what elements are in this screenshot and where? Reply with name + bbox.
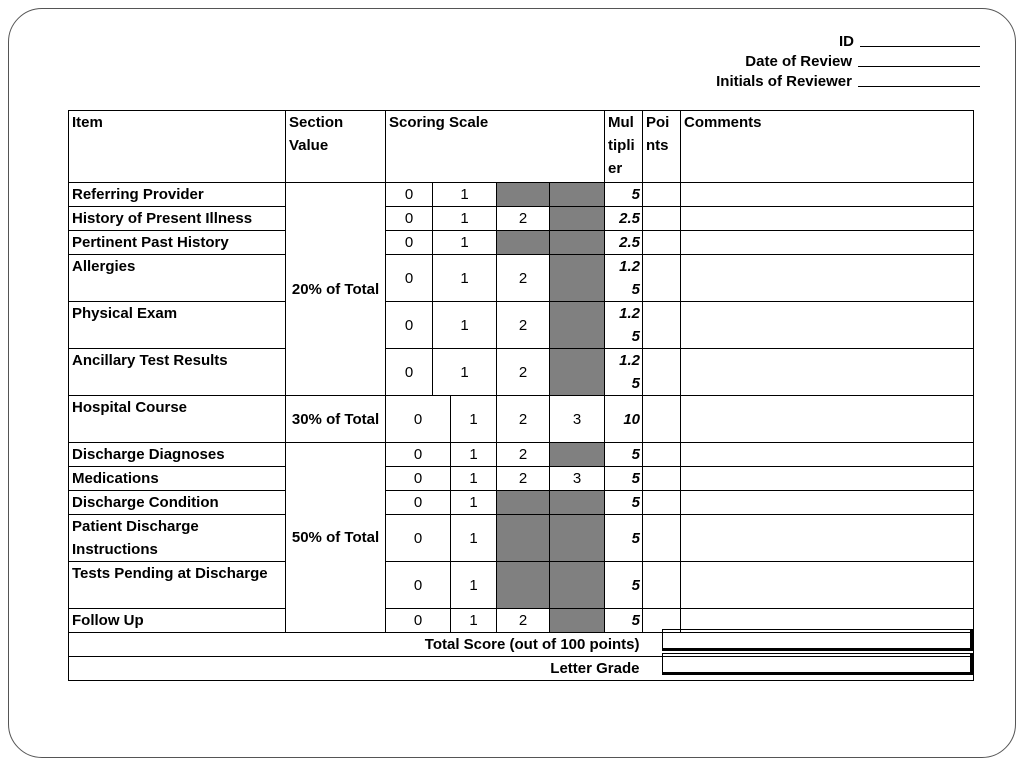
- score-2[interactable]: 2: [497, 396, 550, 443]
- score-1[interactable]: 1: [433, 255, 497, 302]
- comments-cell[interactable]: [681, 255, 974, 302]
- score-2[interactable]: 2: [497, 255, 550, 302]
- letter-grade-field[interactable]: [662, 653, 974, 675]
- comments-cell[interactable]: [681, 207, 974, 231]
- score-0[interactable]: 0: [386, 231, 433, 255]
- table-row: [69, 207, 974, 231]
- comments-cell[interactable]: [681, 562, 974, 609]
- col-multiplier: Mul tipli er: [605, 111, 643, 183]
- score-3-disabled: [550, 231, 605, 255]
- score-0[interactable]: 0: [386, 183, 433, 207]
- score-1[interactable]: 1: [433, 349, 497, 396]
- comments-cell[interactable]: [681, 231, 974, 255]
- score-0[interactable]: 0: [386, 443, 451, 467]
- score-3-disabled: [550, 255, 605, 302]
- score-0[interactable]: 0: [386, 396, 451, 443]
- score-3-disabled: [550, 609, 605, 633]
- id-line: [716, 32, 980, 52]
- table-row: [69, 349, 974, 396]
- section-value-20: 20% of Total: [286, 183, 386, 396]
- score-3-disabled: [550, 207, 605, 231]
- score-3-disabled: [550, 491, 605, 515]
- points-cell[interactable]: [643, 515, 681, 562]
- comments-cell[interactable]: [681, 515, 974, 562]
- multiplier: 2.5: [605, 207, 643, 231]
- score-1[interactable]: 1: [451, 562, 497, 609]
- scoring-table: [68, 110, 974, 681]
- comments-cell[interactable]: [681, 467, 974, 491]
- comments-cell[interactable]: [681, 183, 974, 207]
- table-row: [69, 255, 974, 302]
- score-3-disabled: [550, 302, 605, 349]
- multiplier: 1.2 5: [605, 255, 643, 302]
- score-0[interactable]: 0: [386, 491, 451, 515]
- multiplier: 1.2 5: [605, 349, 643, 396]
- section-value-50: 50% of Total: [286, 443, 386, 633]
- multiplier: 5: [605, 467, 643, 491]
- score-2[interactable]: 2: [497, 302, 550, 349]
- item-label: Ancillary Test Results: [69, 349, 286, 396]
- points-cell[interactable]: [643, 207, 681, 231]
- score-1[interactable]: 1: [451, 515, 497, 562]
- item-label: Hospital Course: [69, 396, 286, 443]
- score-3[interactable]: 3: [550, 396, 605, 443]
- score-3-disabled: [550, 515, 605, 562]
- multiplier: 5: [605, 515, 643, 562]
- table-row: [69, 231, 974, 255]
- id-field[interactable]: [860, 32, 980, 47]
- total-score-field[interactable]: [662, 629, 974, 651]
- score-0[interactable]: 0: [386, 609, 451, 633]
- score-2-disabled: [497, 231, 550, 255]
- score-2-disabled: [497, 183, 550, 207]
- score-1[interactable]: 1: [433, 183, 497, 207]
- item-label: Tests Pending at Discharge: [69, 562, 286, 609]
- points-cell[interactable]: [643, 443, 681, 467]
- table-row: [69, 396, 974, 443]
- item-label: Discharge Condition: [69, 491, 286, 515]
- score-1[interactable]: 1: [433, 207, 497, 231]
- points-cell[interactable]: [643, 349, 681, 396]
- score-0[interactable]: 0: [386, 515, 451, 562]
- item-label: Referring Provider: [69, 183, 286, 207]
- date-label: Date of Review: [745, 53, 852, 70]
- score-1[interactable]: 1: [451, 396, 497, 443]
- score-2[interactable]: 2: [497, 467, 550, 491]
- item-label: Patient Discharge Instructions: [69, 515, 286, 562]
- item-label: Discharge Diagnoses: [69, 443, 286, 467]
- date-field[interactable]: [858, 52, 980, 67]
- multiplier: 10: [605, 396, 643, 443]
- initials-field[interactable]: [858, 72, 980, 87]
- score-1[interactable]: 1: [451, 609, 497, 633]
- points-cell[interactable]: [643, 255, 681, 302]
- points-cell[interactable]: [643, 396, 681, 443]
- score-3-disabled: [550, 183, 605, 207]
- multiplier: 5: [605, 491, 643, 515]
- table-row: [69, 491, 974, 515]
- score-3-disabled: [550, 562, 605, 609]
- item-label: Follow Up: [69, 609, 286, 633]
- comments-cell[interactable]: [681, 491, 974, 515]
- score-2-disabled: [497, 491, 550, 515]
- item-label: History of Present Illness: [69, 207, 286, 231]
- score-1[interactable]: 1: [451, 491, 497, 515]
- id-label: ID: [839, 33, 854, 50]
- table-row: [69, 562, 974, 609]
- table-row: [69, 302, 974, 349]
- comments-cell[interactable]: [681, 396, 974, 443]
- score-2-disabled: [497, 562, 550, 609]
- initials-label: Initials of Reviewer: [716, 73, 852, 90]
- points-cell[interactable]: [643, 491, 681, 515]
- col-scoring-scale: Scoring Scale: [386, 111, 605, 183]
- col-item: Item: [69, 111, 286, 183]
- col-comments: Comments: [681, 111, 974, 183]
- score-2[interactable]: 2: [497, 349, 550, 396]
- table-row: [69, 443, 974, 467]
- header-row: [69, 111, 974, 183]
- points-cell[interactable]: [643, 183, 681, 207]
- table-row: [69, 515, 974, 562]
- score-2[interactable]: 2: [497, 443, 550, 467]
- score-0[interactable]: 0: [386, 302, 433, 349]
- comments-cell[interactable]: [681, 443, 974, 467]
- score-0[interactable]: 0: [386, 562, 451, 609]
- item-label: Pertinent Past History: [69, 231, 286, 255]
- score-1[interactable]: 1: [451, 467, 497, 491]
- comments-cell[interactable]: [681, 349, 974, 396]
- col-points: Poi nts: [643, 111, 681, 183]
- multiplier: 2.5: [605, 231, 643, 255]
- item-label: Physical Exam: [69, 302, 286, 349]
- score-0[interactable]: 0: [386, 207, 433, 231]
- points-cell[interactable]: [643, 302, 681, 349]
- score-1[interactable]: 1: [433, 231, 497, 255]
- points-cell[interactable]: [643, 231, 681, 255]
- item-label: Allergies: [69, 255, 286, 302]
- score-0[interactable]: 0: [386, 255, 433, 302]
- score-2-disabled: [497, 515, 550, 562]
- initials-line: [716, 72, 980, 92]
- multiplier: 5: [605, 562, 643, 609]
- score-1[interactable]: 1: [451, 443, 497, 467]
- section-value-30: 30% of Total: [286, 396, 386, 443]
- table-row: [69, 467, 974, 491]
- multiplier: 5: [605, 609, 643, 633]
- points-cell[interactable]: [643, 467, 681, 491]
- score-0[interactable]: 0: [386, 349, 433, 396]
- score-2[interactable]: 2: [497, 609, 550, 633]
- score-3[interactable]: 3: [550, 467, 605, 491]
- score-3-disabled: [550, 443, 605, 467]
- score-3-disabled: [550, 349, 605, 396]
- total-score-label: Total Score (out of 100 points): [69, 633, 643, 657]
- table-row: [69, 183, 974, 207]
- letter-grade-label: Letter Grade: [69, 657, 643, 681]
- score-1[interactable]: 1: [433, 302, 497, 349]
- multiplier: 5: [605, 183, 643, 207]
- multiplier: 1.2 5: [605, 302, 643, 349]
- points-cell[interactable]: [643, 562, 681, 609]
- score-0[interactable]: 0: [386, 467, 451, 491]
- col-section-value: Section Value: [286, 111, 386, 183]
- multiplier: 5: [605, 443, 643, 467]
- score-2[interactable]: 2: [497, 207, 550, 231]
- date-line: [716, 52, 980, 72]
- comments-cell[interactable]: [681, 302, 974, 349]
- reviewer-info: [716, 32, 980, 92]
- item-label: Medications: [69, 467, 286, 491]
